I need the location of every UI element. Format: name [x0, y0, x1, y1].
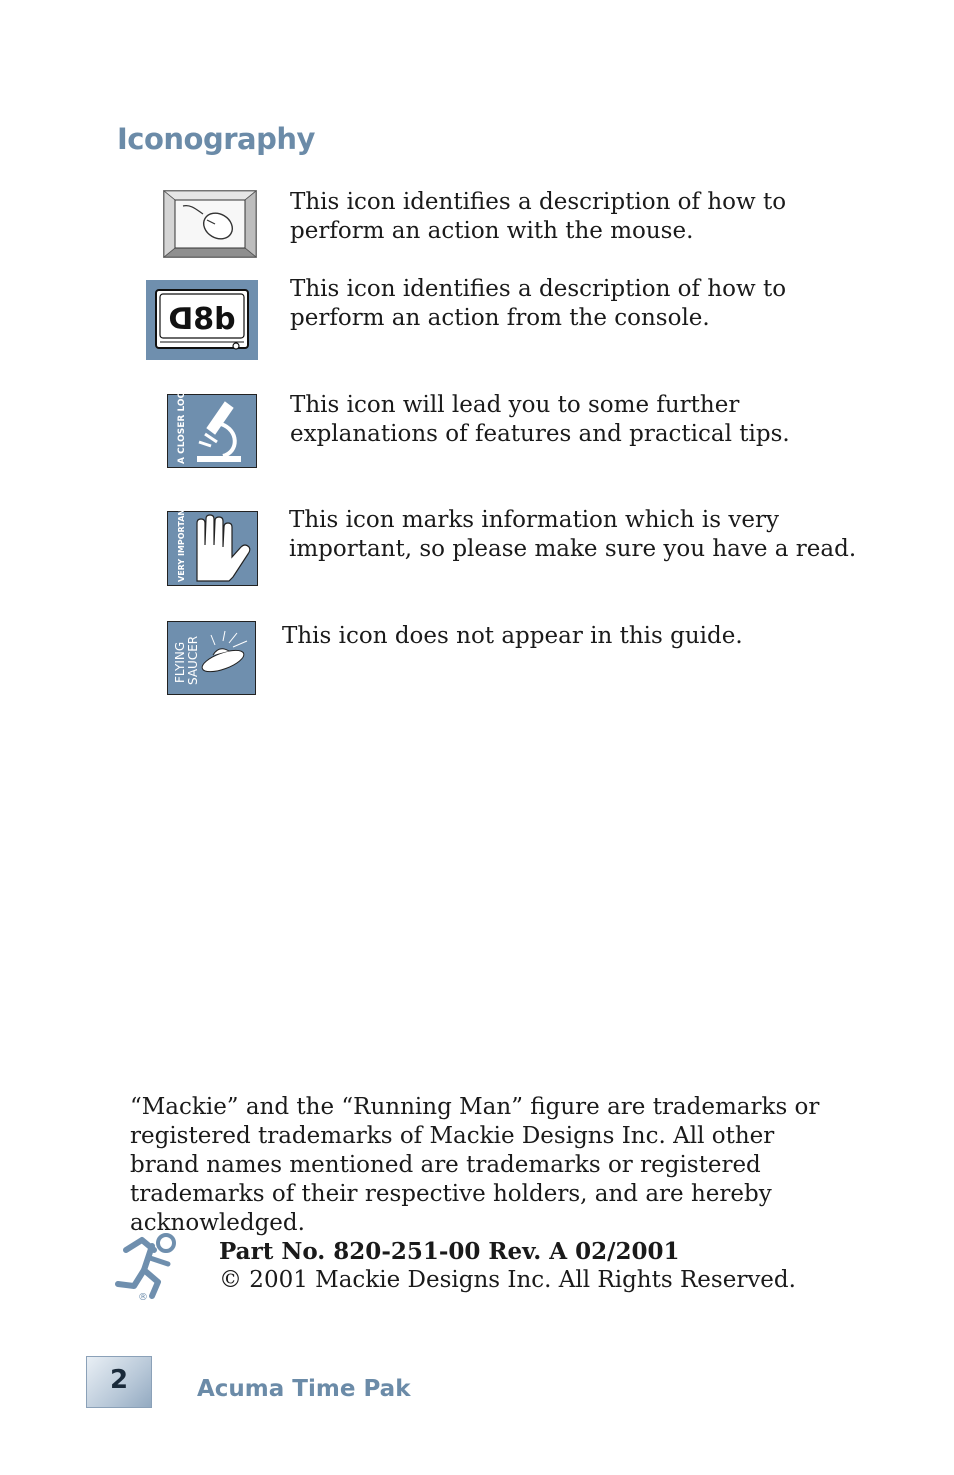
icon-description-line: perform an action with the mouse. — [290, 218, 694, 244]
copyright-notice: © 2001 Mackie Designs Inc. All Rights Reserved. — [219, 1267, 796, 1293]
icon-description-line: This icon identifies a description of how to — [290, 276, 787, 302]
page-number: 2 — [109, 1365, 129, 1395]
svg-text:ꓷ8b: ꓷ8b — [168, 302, 236, 337]
icon-description-line: perform an action from the console. — [290, 305, 710, 331]
saucer-badge-line: SAUCER — [186, 635, 200, 685]
icon-description-line: This icon identifies a description of how to — [290, 189, 787, 215]
icon-description-line: This icon marks information which is very — [289, 507, 779, 533]
running-man-logo — [112, 1228, 188, 1308]
flying-badge-line: FLYING — [173, 641, 187, 683]
section-heading: Iconography — [117, 122, 315, 156]
flying-saucer-icon — [167, 621, 256, 699]
microscope-icon — [167, 394, 257, 472]
footer-title: Acuma Time Pak — [197, 1376, 411, 1402]
closer-look-badge: A CLOSER LOOK — [177, 394, 187, 464]
registered-mark: ® — [138, 1292, 148, 1303]
part-number: Part No. 820-251-00 Rev. A 02/2001 — [219, 1238, 680, 1265]
icon-description-line: important, so please make sure you have a read. — [289, 536, 857, 562]
icon-description-line: explanations of features and practical tips. — [290, 421, 790, 447]
hand-icon — [167, 511, 258, 590]
icon-description-line: This icon does not appear in this guide. — [282, 623, 743, 649]
trademark-notice: “Mackie” and the “Running Man” figure are trademarks or registered trademarks of Mackie Designs Inc. All other brand names mentioned are trademarks or registered trademarks of their respective holders, and are hereby acknowledged. — [130, 1094, 820, 1236]
page-number-box — [86, 1356, 152, 1408]
console-icon — [146, 280, 258, 364]
mouse-icon — [163, 190, 257, 262]
very-important-badge: VERY IMPORTANT — [177, 511, 186, 582]
icon-description-line: This icon will lead you to some further — [290, 392, 740, 418]
part-info — [219, 1237, 796, 1295]
